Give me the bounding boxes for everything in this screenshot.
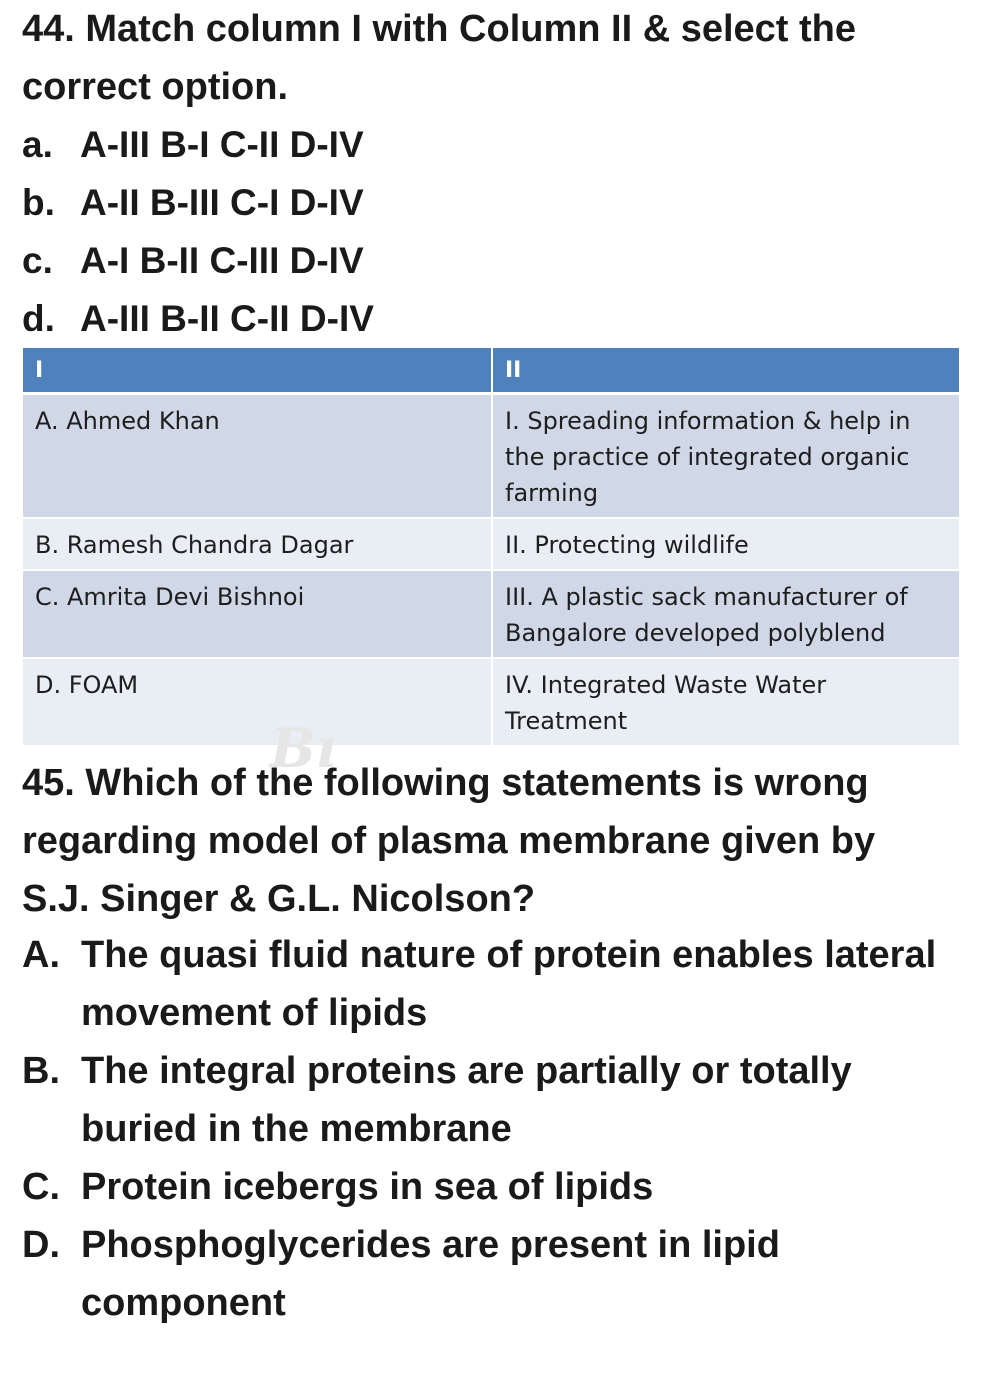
table-row: [22, 658, 960, 746]
option-letter: B.: [22, 1050, 60, 1092]
column-i-cell: B. Ramesh Chandra Dagar: [22, 518, 492, 570]
column-i-cell: D. FOAM: [22, 658, 492, 746]
column-ii-cell: IV. Integrated Waste Water Treatment: [492, 658, 960, 746]
option-text: The integral proteins are partially or totally buried in the membrane: [81, 1050, 852, 1150]
q44-option-d[interactable]: [22, 290, 374, 348]
q45-option-a[interactable]: [22, 926, 942, 1042]
option-text: A-III B-I C-II D-IV: [80, 124, 364, 165]
question-44-title: 44. Match column I with Column II & select the correct option.: [22, 8, 857, 108]
option-text: A-III B-II C-II D-IV: [80, 298, 374, 339]
column-i-cell: C. Amrita Devi Bishnoi: [22, 570, 492, 658]
table-row: [22, 518, 960, 570]
q44-option-c[interactable]: [22, 232, 364, 290]
option-text: A-I B-II C-III D-IV: [80, 240, 364, 281]
q45-option-c[interactable]: [22, 1158, 942, 1216]
option-text: Phosphoglycerides are present in lipid component: [81, 1224, 780, 1324]
option-letter: b.: [22, 182, 55, 223]
option-letter: a.: [22, 124, 53, 165]
option-text: Protein icebergs in sea of lipids: [81, 1166, 654, 1208]
option-letter: d.: [22, 298, 55, 339]
table-header-row: [22, 347, 960, 394]
column-ii-cell: II. Protecting wildlife: [492, 518, 960, 570]
option-text: A-II B-III C-I D-IV: [80, 182, 364, 223]
option-letter: c.: [22, 240, 53, 281]
column-i-cell: A. Ahmed Khan: [22, 394, 492, 519]
match-table: [21, 346, 961, 747]
column-i-header: I: [22, 347, 492, 394]
option-text: The quasi fluid nature of protein enables lateral movement of lipids: [81, 934, 937, 1034]
table-row: [22, 394, 960, 519]
q45-option-d[interactable]: [22, 1216, 942, 1332]
q45-option-b[interactable]: [22, 1042, 942, 1158]
column-ii-header: II: [492, 347, 960, 394]
option-letter: A.: [22, 934, 60, 976]
option-letter: C.: [22, 1166, 60, 1208]
table-row: [22, 570, 960, 658]
watermark-logo: Bı: [270, 716, 337, 780]
column-ii-cell: III. A plastic sack manufacturer of Bangalore developed polyblend: [492, 570, 960, 658]
column-ii-cell: I. Spreading information & help in the practice of integrated organic farming: [492, 394, 960, 519]
question-45-title: 45. Which of the following statements is wrong regarding model of plasma membrane given by S.J. Singer & G.L. Nicolson?: [22, 762, 876, 920]
option-letter: D.: [22, 1224, 60, 1266]
q44-option-b[interactable]: [22, 174, 364, 232]
q44-option-a[interactable]: [22, 116, 364, 174]
